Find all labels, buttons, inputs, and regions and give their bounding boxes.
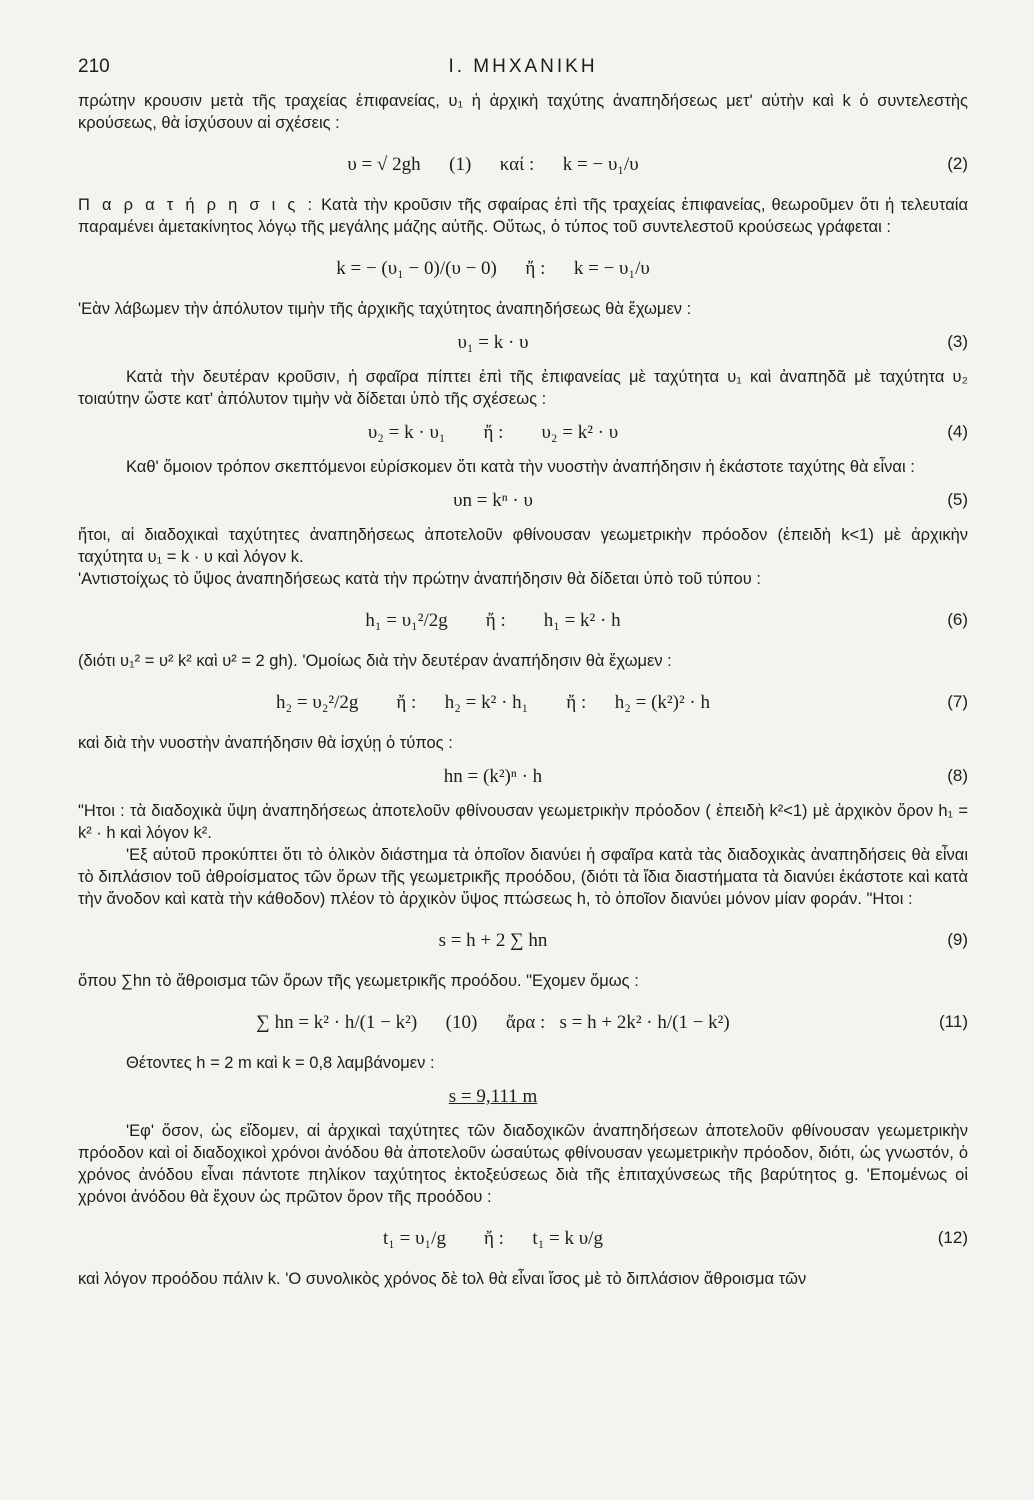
equation-number: (12) <box>937 1228 968 1247</box>
equation-expression: υ₂ = k · υ₁ ἤ : υ₂ = k² · υ <box>367 422 619 443</box>
paragraph: ἤτοι, αἱ διαδοχικαὶ ταχύτητες ἀναπηδήσεως ἀποτελοῦν φθίνουσαν γεωμετρικὴν πρόοδον (ἐπειδὴ k<1) μὲ ἀρχικὴν ταχύτητα υ₁ = k · υ καὶ λόγον k. <box>78 526 968 566</box>
page-number: 210 <box>78 56 110 77</box>
equation <box>78 140 968 188</box>
remark-label: Π α ρ α τ ή ρ η σ ι ς : <box>78 196 316 214</box>
paragraph: 'Εφ' ὅσον, ὡς εἴδομεν, αἱ ἀρχικαὶ ταχύτητες τῶν διαδοχικῶν ἀναπηδήσεων ἀποτελοῦν φθίνουσαν γεωμετρικὴν πρόοδον καὶ οἱ διαδοχικοὶ χρόνοι ἀνόδου θὰ ἀποτελοῦν ὡσαύτως φθίνουσαν γεωμετρικὴν πρόοδον, διότι, ὡς γνωστόν, ὁ χρόνος ἀνόδου εἶναι πάντοτε πηλίκον ταχύτητος ἐκτοξεύσεως διὰ τῆς ἐπιταχύνσεως τῆς βαρύτητος g. 'Επομένως οἱ χρόνοι ἀνόδου θὰ ἔχουν ὡς πρῶτον ὅρον τῆς προόδου : <box>78 1122 968 1206</box>
paragraph: 'Εξ αὐτοῦ προκύπτει ὅτι τὸ ὁλικὸν διάστημα τὰ ὁποῖον διανύει ἡ σφαῖρα κατὰ τὰς διαδοχικὰς ἀναπηδήσεις θὰ εἶναι τὸ διπλάσιον τοῦ ἀθροίσματος τῶν ὅρων τῆς γεωμετρικῆς προόδου, (διότι τὰ ἴδια διαστήματα τὰ διανύει ἑκάστοτε καὶ κατὰ τὴν ἄνοδον καὶ κατὰ τὴν κάθοδον) πλέον τὸ ἀρχικὸν ὕψος πτώσεως h, τὸ ὁποῖον διανύει μόνον μίαν φοράν. "Ητοι : <box>78 846 968 908</box>
equation-expression: υn = kⁿ · υ <box>453 490 533 511</box>
paragraph: Καθ' ὅμοιον τρόπον σκεπτόμενοι εὑρίσκομεν ὅτι κατὰ τὴν νυοστὴν ἀναπήδησιν ἡ ἑκάστοτε ταχύτης θὰ εἶναι : <box>126 458 915 476</box>
paragraph: ὅπου ∑hn τὸ ἄθροισμα τῶν ὅρων τῆς γεωμετρικῆς προόδου. "Εχομεν ὅμως : <box>78 972 639 990</box>
paragraph: (διότι υ₁² = υ² k² καὶ υ² = 2 gh). 'Ομοίως διὰ τὴν δευτέραν ἀναπήδησιν θὰ ἔχωμεν : <box>78 652 672 670</box>
paragraph: καὶ διὰ τὴν νυοστὴν ἀναπήδησιν θὰ ἰσχύῃ ὁ τύπος : <box>78 734 453 752</box>
equation <box>78 916 968 964</box>
equation <box>78 244 968 292</box>
running-title: Ι. ΜΗΧΑΝΙΚΗ <box>448 56 598 77</box>
paragraph: Κατὰ τὴν δευτέραν κροῦσιν, ἡ σφαῖρα πίπτει ἐπὶ τῆς ἐπιφανείας μὲ ταχύτητα υ₁ καὶ ἀναπηδᾶ μὲ ταχύτητα υ₂ τοιαύτην ὥστε κατ' ἀπόλυτον τιμὴν νὰ δίδεται ὑπὸ τῆς σχέσεως : <box>78 368 968 408</box>
equation <box>78 760 968 794</box>
paragraph: Θέτοντες h = 2 m καὶ k = 0,8 λαμβάνομεν : <box>126 1054 435 1072</box>
equation <box>78 998 968 1046</box>
equation <box>78 326 968 360</box>
equation-expression: ∑ hn = k² · h/(1 − k²) (10) ἄρα : s = h + 2k² · h/(1 − k²) <box>256 1012 730 1033</box>
paragraph: "Ητοι : τὰ διαδοχικὰ ὕψη ἀναπηδήσεως ἀποτελοῦν φθίνουσαν γεωμετρικὴν πρόοδον ( ἐπειδὴ k²<1) μὲ ἀρχικὸν ὅρον h₁ = k² · h καὶ λόγον k². <box>78 802 968 842</box>
equation-expression: h₁ = υ₁²/2g ἤ : h₁ = k² · h <box>365 610 621 631</box>
page <box>78 50 968 1290</box>
paragraph: 'Εὰν λάβωμεν τὴν ἀπόλυτον τιμὴν τῆς ἀρχικῆς ταχύτητος ἀναπηδήσεως θὰ ἔχωμεν : <box>78 300 692 318</box>
equation <box>78 1080 968 1114</box>
result-expression: s = 9,111 m <box>448 1086 538 1107</box>
equation-expression: υ = √ 2gh (1) καί : k = − υ₁/υ <box>347 154 639 175</box>
equation-number: (9) <box>947 930 968 949</box>
equation-expression: υ₁ = k · υ <box>457 332 529 353</box>
equation-expression: h₂ = υ₂²/2g ἤ : h₂ = k² · h₁ ἤ : h₂ = (k²)² · h <box>276 692 710 713</box>
equation-expression: hn = (k²)ⁿ · h <box>443 766 543 787</box>
paragraph: 'Αντιστοίχως τὸ ὕψος ἀναπηδήσεως κατὰ τὴν πρώτην ἀναπήδησιν θὰ δίδεται ὑπὸ τοῦ τύπου : <box>78 570 761 588</box>
equation-number: (6) <box>947 610 968 629</box>
equation-number: (3) <box>947 332 968 351</box>
equation <box>78 416 968 450</box>
equation-expression: t₁ = υ₁/g ἤ : t₁ = k υ/g <box>383 1228 603 1249</box>
paragraph: πρώτην κρουσιν μετὰ τῆς τραχείας ἐπιφανείας, υ₁ ἡ ἀρχικὴ ταχύτης ἀναπηδήσεως μετ' αὐτὴν καὶ k ὁ συντελεστὴς κρούσεως, θὰ ἰσχύσουν αἱ σχέσεις : <box>78 92 968 132</box>
paragraph: καὶ λόγον προόδου πάλιν k. 'Ο συνολικὸς χρόνος δὲ tολ θὰ εἶναι ἴσος μὲ τὸ διπλάσιον ἄθροισμα τῶν <box>78 1270 807 1288</box>
equation-expression: s = h + 2 ∑ hn <box>438 930 548 951</box>
equation <box>78 484 968 518</box>
paragraph-text: Κατὰ τὴν κροῦσιν τῆς σφαίρας ἐπὶ τῆς τραχείας ἐπιφανείας, θεωροῦμεν ὅτι ἡ τελευταία παραμένει ἀμετακίνητος λόγῳ τῆς μεγάλης μάζης αὐτῆς. Οὕτως, ὁ τύπος τοῦ συντελεστοῦ κρούσεως γράφεται : <box>78 196 968 236</box>
equation-number: (8) <box>947 766 968 785</box>
equation-number: (2) <box>947 154 968 173</box>
equation-expression: k = − (υ₁ − 0)/(υ − 0) ἤ : k = − υ₁/υ <box>336 258 650 279</box>
equation-number: (5) <box>947 490 968 509</box>
page-header <box>78 50 968 90</box>
paragraph <box>78 194 968 238</box>
equation <box>78 596 968 644</box>
equation-number: (4) <box>947 422 968 441</box>
equation-number: (11) <box>939 1012 968 1031</box>
equation <box>78 678 968 726</box>
equation-number: (7) <box>947 692 968 711</box>
equation <box>78 1214 968 1262</box>
